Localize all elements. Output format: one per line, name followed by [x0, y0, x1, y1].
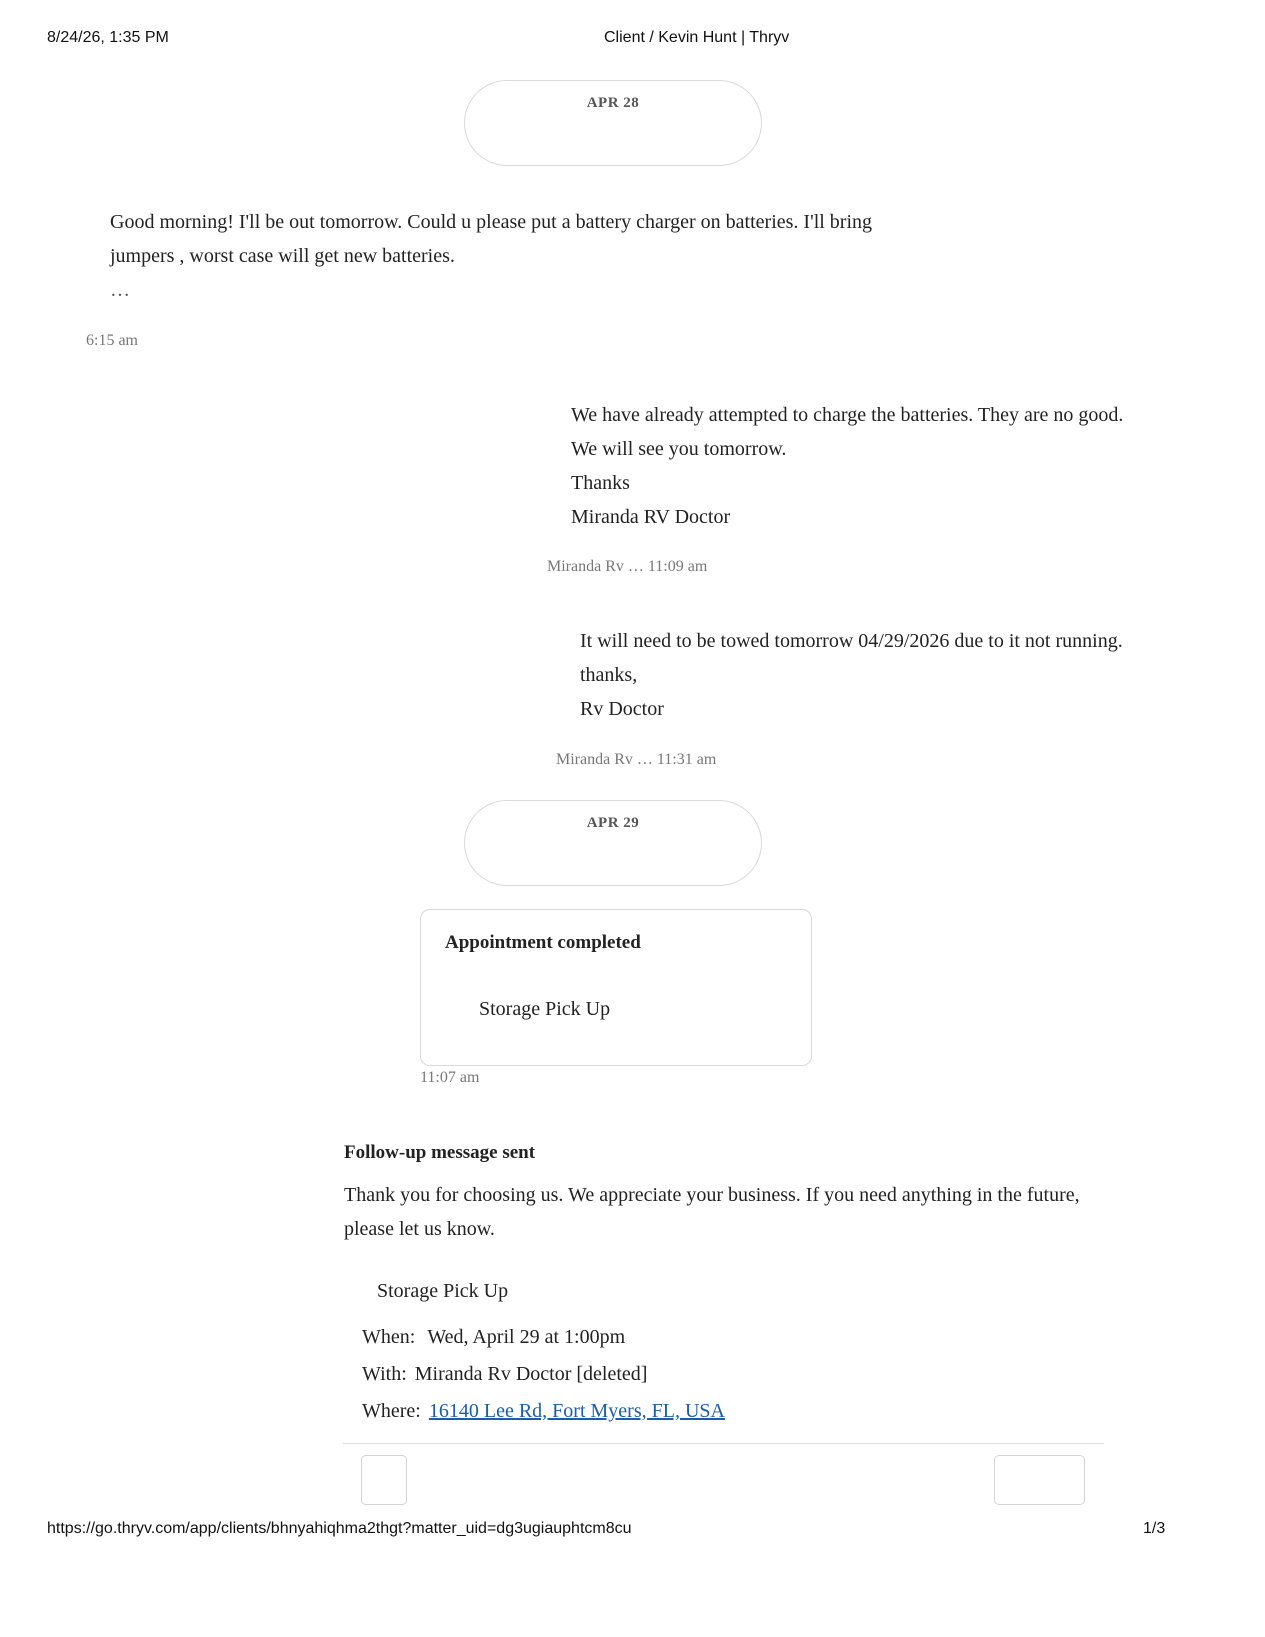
message-line: It will need to be towed tomorrow 04/29/2026 due to it not running. — [580, 630, 1123, 652]
message-line: We will see you tomorrow. — [571, 438, 787, 460]
where-row — [362, 1400, 725, 1423]
message-line: Thanks — [571, 472, 630, 494]
appointment-service: Storage Pick Up — [479, 998, 611, 1020]
message-line: thanks, — [580, 664, 638, 686]
message-sender-timestamp: Miranda Rv … 11:09 am — [547, 558, 708, 575]
message-expand-ellipsis[interactable]: … — [110, 279, 130, 301]
print-page-title: Client / Kevin Hunt | Thryv — [604, 29, 790, 46]
when-value: Wed, April 29 at 1:00pm — [427, 1326, 626, 1348]
date-separator — [464, 800, 762, 886]
follow-up-title: Follow-up message sent — [344, 1142, 536, 1163]
print-url: https://go.thryv.com/app/clients/bhnyahiqhma2thgt?matter_uid=dg3ugiauphtcm8cu — [47, 1520, 632, 1537]
message-line: We have already attempted to charge the batteries. They are no good. — [571, 404, 1124, 426]
date-separator-label: APR 29 — [586, 815, 640, 831]
message-line: Rv Doctor — [580, 698, 664, 720]
appointment-timestamp: 11:07 am — [420, 1069, 480, 1086]
date-separator-label: APR 28 — [586, 95, 640, 111]
appointment-card[interactable] — [420, 909, 812, 1066]
divider — [343, 1443, 1104, 1444]
when-row — [362, 1326, 625, 1349]
date-separator — [464, 80, 762, 166]
message-sender-timestamp: Miranda Rv … 11:31 am — [556, 751, 717, 768]
with-value: Miranda Rv Doctor [deleted] — [414, 1363, 648, 1385]
message-timestamp: 6:15 am — [86, 332, 138, 349]
message-line: jumpers , worst case will get new batteries. — [110, 245, 455, 267]
outgoing-message — [571, 398, 1123, 534]
with-row — [362, 1363, 647, 1386]
when-label: When: — [362, 1326, 416, 1348]
with-label: With: — [362, 1363, 407, 1385]
incoming-message — [110, 205, 872, 307]
follow-up-body — [344, 1178, 1080, 1246]
follow-up-line: please let us know. — [344, 1218, 495, 1240]
action-button[interactable] — [994, 1455, 1085, 1505]
follow-up-service: Storage Pick Up — [377, 1280, 509, 1302]
print-datetime: 8/24/26, 1:35 PM — [47, 29, 169, 46]
print-page-number: 1/3 — [1143, 1520, 1166, 1537]
where-label: Where: — [362, 1400, 421, 1422]
outgoing-message — [580, 624, 1123, 726]
follow-up-line: Thank you for choosing us. We appreciate your business. If you need anything in the future, — [344, 1184, 1080, 1206]
appointment-status-title: Appointment completed — [445, 932, 641, 953]
message-line: Good morning! I'll be out tomorrow. Could u please put a battery charger on batteries. I'll bring — [110, 211, 873, 233]
address-link[interactable]: 16140 Lee Rd, Fort Myers, FL, USA — [428, 1400, 725, 1422]
message-line: Miranda RV Doctor — [571, 506, 731, 528]
checkbox-button[interactable] — [361, 1455, 407, 1505]
